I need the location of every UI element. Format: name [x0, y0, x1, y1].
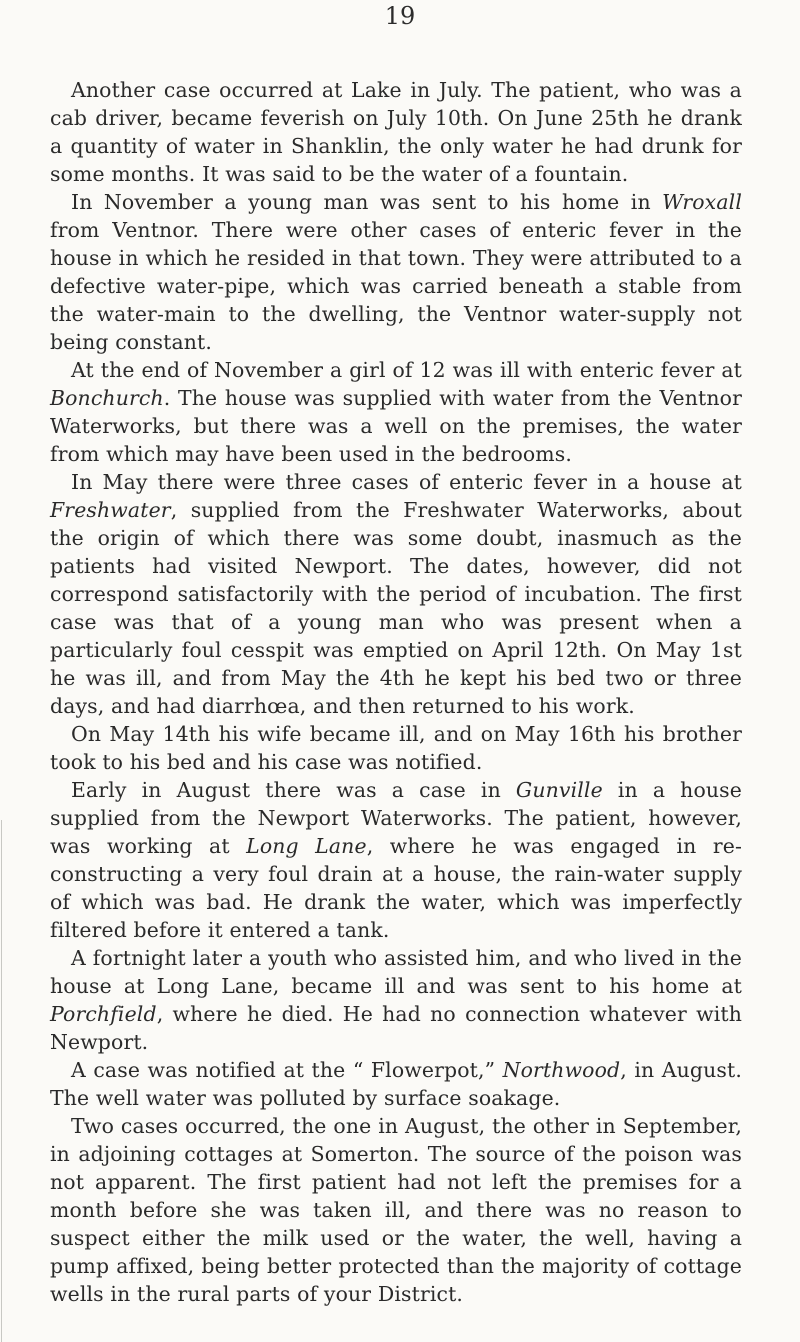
- paragraph: [50, 776, 742, 944]
- text-run: Another case occurred at Lake in July. The patient, who was a cab driver, became feverish on July 10th. On June 25th he drank a quantity of water in Shanklin, the only water he had drunk for some months. It was said to be the water of a fountain.: [50, 78, 742, 186]
- page-number: 19: [384, 2, 416, 30]
- paragraph: [50, 1056, 742, 1112]
- text-run: , supplied from the Freshwater Waterworks, about the origin of which there was some doubt, inasmuch as the patients had visited Newport. The dates, however, did not correspond satisfactorily with the period of incubation. The first case was that of a young man who was present when a particularly foul cesspit was emptied on April 12th. On May 1st he was ill, and from May the 4th he kept his bed two or three days, and had diarrhœa, and then returned to his work.: [50, 498, 742, 718]
- paragraph: [50, 944, 742, 1056]
- page-edge-shadow: [1, 820, 2, 1342]
- text-run: At the end of November a girl of 12 was ill with enteric fever at: [71, 358, 742, 382]
- paragraph: [50, 76, 742, 188]
- text-run: Two cases occurred, the one in August, the other in September, in adjoining cottages at Somerton. The source of the poison was not apparent. The first patient had not left the premises for a month before she was taken ill, and there was no reason to suspect either the milk used or the water, the well, having a pump affixed, being better protected than the majority of cottage wells in the rural parts of your District.: [50, 1114, 742, 1306]
- text-run: from Ventnor. There were other cases of enteric fever in the house in which he resided in that town. They were attributed to a defective water-pipe, which was carried beneath a stable from the water-main to the dwelling, the Ventnor water-supply not being constant.: [50, 218, 742, 354]
- italic-place-name: Bonchurch: [50, 386, 164, 410]
- italic-place-name: Wroxall: [662, 190, 742, 214]
- paragraph: [50, 188, 742, 356]
- text-run: In November a young man was sent to his home in: [71, 190, 663, 214]
- paragraph: [50, 356, 742, 468]
- italic-place-name: Northwood: [502, 1058, 621, 1082]
- paragraph: [50, 1112, 742, 1308]
- text-run: , where he was engaged in re-constructing a very foul drain at a house, the rain-water supply of which was bad. He drank the water, which was imperfectly filtered before it entered a tank.: [50, 834, 743, 942]
- text-run: A case was notified at the “ Flowerpot,”: [71, 1058, 503, 1082]
- italic-place-name: Freshwater: [50, 498, 171, 522]
- text-run: , in August. The well water was polluted by surface soakage.: [50, 1058, 742, 1110]
- text-run: On May 14th his wife became ill, and on May 16th his brother took to his bed and his case was notified.: [50, 722, 742, 774]
- italic-place-name: Gunville: [515, 778, 603, 802]
- text-run: A fortnight later a youth who assisted him, and who lived in the house at Long Lane, became ill and was sent to his home at: [50, 946, 742, 998]
- text-run: Early in August there was a case in: [71, 778, 516, 802]
- text-run: . The house was supplied with water from the Ventnor Waterworks, but there was a well on the premises, the water from which may have been used in the bedrooms.: [50, 386, 742, 466]
- italic-place-name: Porchfield: [50, 1002, 157, 1026]
- text-run: In May there were three cases of enteric fever in a house at: [71, 470, 742, 494]
- paragraph: [50, 468, 742, 720]
- page-body-text: [50, 76, 742, 1308]
- text-run: , where he died. He had no connection whatever with Newport.: [50, 1002, 742, 1054]
- italic-place-name: Long Lane: [246, 834, 367, 858]
- paragraph: [50, 720, 742, 776]
- text-run: in a house supplied from the Newport Waterworks. The patient, however, was working at: [50, 778, 742, 858]
